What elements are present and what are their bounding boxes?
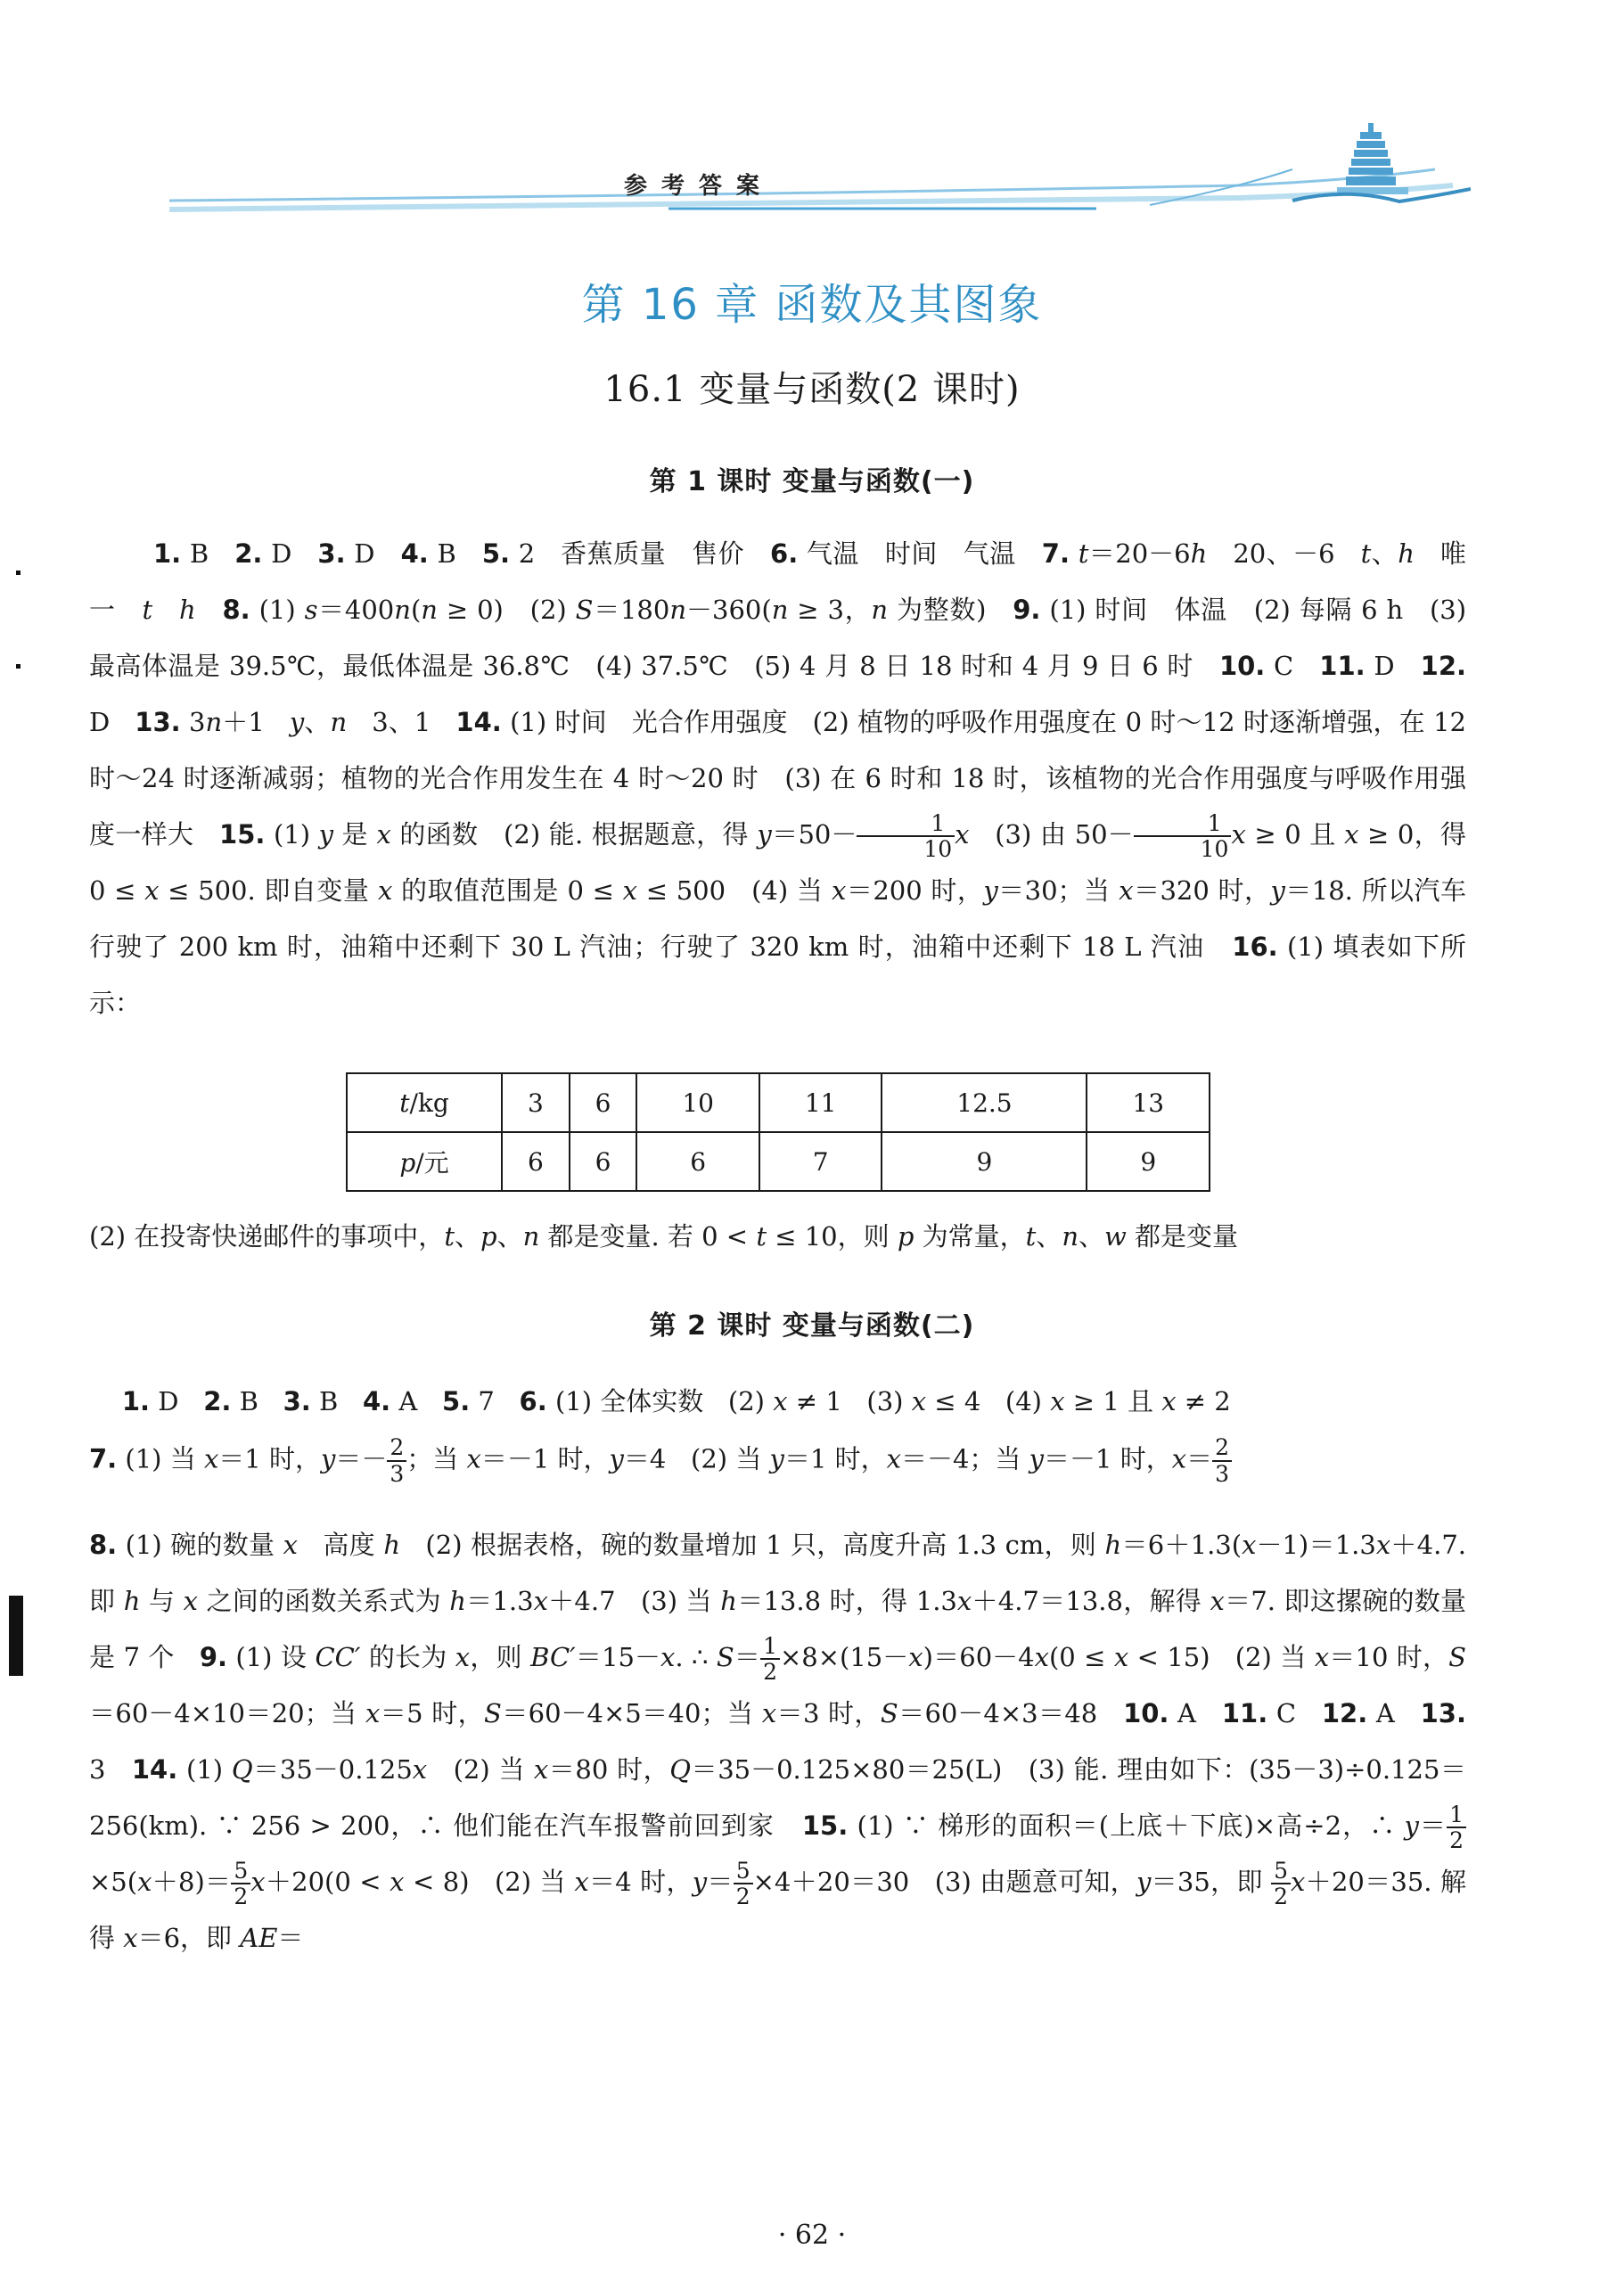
page-header	[169, 116, 1471, 241]
section-title: 16.1 变量与函数(2 课时)	[603, 369, 1021, 410]
lesson2-answers: 8. (1) 碗的数量 x 高度 h (2) 根据表格，碗的数量增加 1 只，高度升高 1.3 cm，则 h＝6＋1.3(x－1)＝1.3x＋4.7. 即 h 与 x 之间的函数关系式为 h＝1.3x＋4.7 (3) 当 h＝13.8 时，得 1.3x＋4.7＝13.8，解得 x＝7. 即这摞碗的数量是 7 个 9. (1) 设 CC′ 的长为 x，则 BC′＝15－x. ∴ S＝ $\frac{1}{2}$ ×8×(15－x)＝60－4x(0 ≤ x < 15) (2) 当 x＝10 时，S＝60－4×10＝20；当 x＝5 时，S＝60－4×5＝40；当 x＝3 时，S＝60－4×3＝48 10. A 11. C 12. A 13. 3 14. (1) Q＝35－0.125x (2) 当 x＝80 时，Q＝35－0.125×80＝25(L) (3) 能. 理由如下：(35－3)÷0.125＝256(km). ∵ 256 > 200，∴ 他们能在汽车报警前回到家 15. (1) ∵ 梯形的面积＝(上底＋下底)×高÷2，∴ y＝ $\frac{1}{2}$ ×5(x＋8)＝ $\frac{5}{2}$ x＋20(0 < x < 8) (2) 当 x＝4 时，y＝ $\frac{5}{2}$ ×4＋20＝30 (3) 由题意可知，y＝35，即 $\frac{5}{2}$ x＋20＝35. 解得 x＝6，即 AE＝	[89, 1530, 1467, 1953]
data-table	[346, 1072, 1210, 1192]
chapter-title: 第 16 章 函数及其图象	[581, 280, 1043, 330]
table-cell: 7	[759, 1132, 882, 1191]
header-title: 参考答案	[624, 173, 775, 200]
margin-dot	[16, 571, 21, 575]
page-number: · 62 ·	[777, 2220, 847, 2251]
table-cell: 11	[759, 1073, 882, 1132]
table-cell: 6	[570, 1073, 637, 1132]
lesson2-title: 第 2 课时 变量与函数(二)	[649, 1310, 975, 1342]
margin-mark	[9, 1596, 23, 1676]
table-cell: 13	[1087, 1073, 1210, 1132]
table-cell: 6	[570, 1132, 637, 1191]
table-cell: 10	[636, 1073, 759, 1132]
table-cell: 9	[1087, 1132, 1210, 1191]
lesson1-after-table: (2) 在投寄快递邮件的事项中，t、p、n 都是变量. 若 0 < t ≤ 10，则 p 为常量，t、n、w 都是变量	[89, 1221, 1239, 1252]
table-cell: 6	[636, 1132, 759, 1191]
table-cell: 6	[502, 1132, 570, 1191]
table-cell: 9	[882, 1132, 1087, 1191]
lesson2-line2: 7. (1) 当 x＝1 时，y＝－ $\frac{2}{3}$ ；当 x＝－1 时，y＝4 (2) 当 y＝1 时，x＝－4；当 y＝－1 时，x＝ $\frac{2}{3}$	[89, 1435, 1466, 1486]
table-row-label: p/元	[347, 1132, 502, 1191]
table-row	[347, 1132, 1210, 1191]
table-row-label: t/kg	[347, 1073, 502, 1132]
table-cell: 12.5	[882, 1073, 1087, 1132]
lesson1-title: 第 1 课时 变量与函数(一)	[649, 466, 975, 497]
table-cell: 3	[502, 1073, 570, 1132]
lesson1-answers: 1. B 2. D 3. D 4. B 5. 2 香蕉质量 售价 6. 气温 时间 气温 7. t＝20－6h 20、－6 t、h 唯一 t h 8. (1) s＝400n(n ≥ 0) (2) S＝180n－360(n ≥ 3，n 为整数) 9. (1) 时间 体温 (2) 每隔 6 h (3) 最高体温是 39.5℃，最低体温是 36.8℃ (4) 37.5℃ (5) 4 月 8 日 18 时和 4 月 9 日 6 时 10. C 11. D 12. D 13. 3n＋1 y、n 3、1 14. (1) 时间 光合作用强度 (2) 植物的呼吸作用强度在 0 时～12 时逐渐增强，在 12 时～24 时逐渐减弱；植物的光合作用发生在 4 时～20 时 (3) 在 6 时和 18 时，该植物的光合作用强度与呼吸作用强度一样大 15. (1) y 是 x 的函数 (2) 能. 根据题意，得 y＝50－ $\frac{1}{10}$ x (3) 由 50－ $\frac{1}{10}$ x ≥ 0 且 x ≥ 0，得 0 ≤ x ≤ 500. 即自变量 x 的取值范围是 0 ≤ x ≤ 500 (4) 当 x＝200 时，y＝30；当 x＝320 时，y＝18. 所以汽车行驶了 200 km 时，油箱中还剩下 30 L 汽油；行驶了 320 km 时，油箱中还剩下 18 L 汽油 16. (1) 填表如下所示：	[89, 538, 1467, 1018]
table-row	[347, 1073, 1210, 1132]
lesson2-line1: 1. D 2. B 3. B 4. A 5. 7 6. (1) 全体实数 (2) x ≠ 1 (3) x ≤ 4 (4) x ≥ 1 且 x ≠ 2	[121, 1386, 1231, 1416]
pagoda-icon	[1337, 123, 1408, 194]
margin-dot	[16, 664, 21, 669]
header-decoration	[169, 116, 1471, 241]
